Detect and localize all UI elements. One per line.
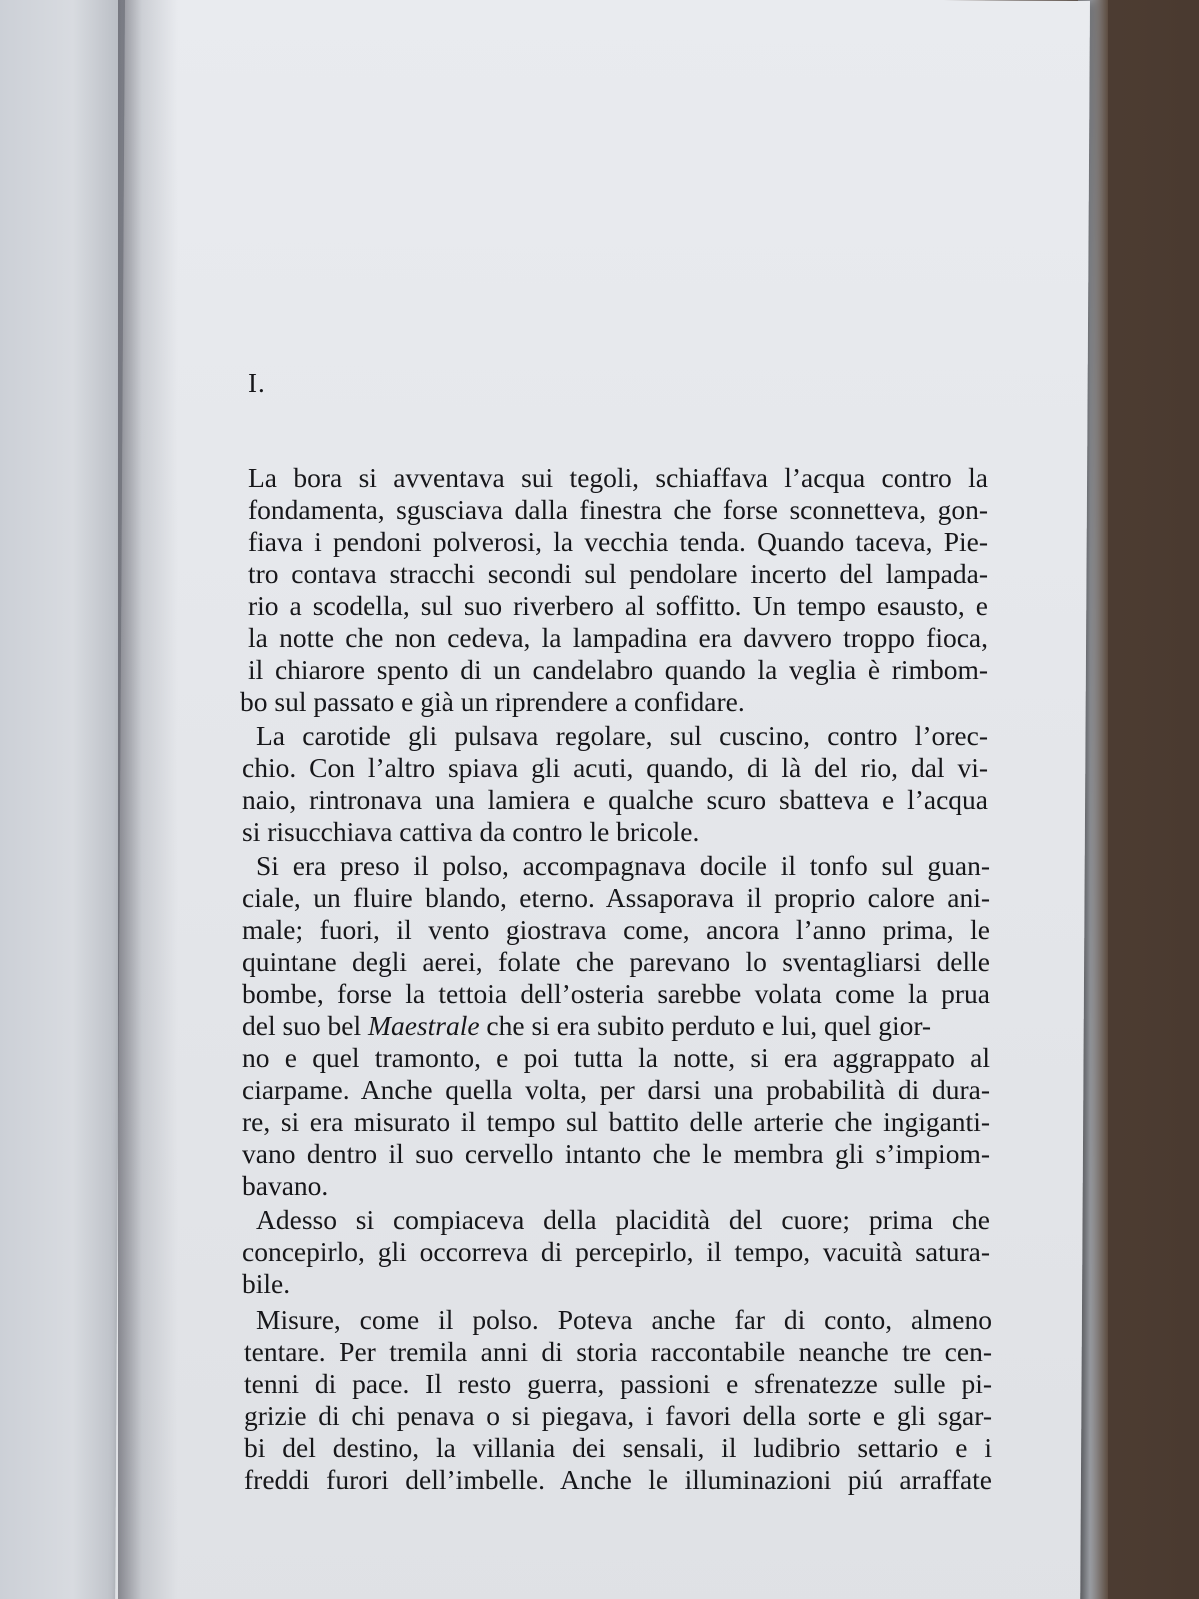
- text-line: rio a scodella, sul suo riverbero al soffitto. Un tempo esausto, e: [248, 590, 988, 621]
- text-line: quintane degli aerei, folate che parevano lo sventagliarsi delle: [242, 946, 990, 977]
- spine-shadow: [118, 0, 178, 1599]
- text-line: ciale, un fluire blando, eterno. Assaporava il proprio calore ani-: [242, 882, 990, 913]
- text-line: no e quel tramonto, e poi tutta la notte, si era aggrappato al: [242, 1042, 990, 1073]
- text-line: La carotide gli pulsava regolare, sul cuscino, contro l’orec-: [256, 720, 988, 751]
- text-line: fondamenta, sgusciava dalla finestra che forse sconnetteva, gon-: [248, 494, 988, 525]
- text-line: male; fuori, il vento giostrava come, ancora l’anno prima, le: [242, 914, 990, 945]
- text-line: ciarpame. Anche quella volta, per darsi una probabilità di dura-: [242, 1074, 990, 1105]
- text-line: naio, rintronava una lamiera e qualche scuro sbatteva e l’acqua: [242, 784, 988, 815]
- text-line: bombe, forse la tettoia dell’osteria sarebbe volata come la prua: [242, 978, 990, 1009]
- text-line: la notte che non cedeva, la lampadina era davvero troppo fioca,: [248, 622, 988, 653]
- text-line: chio. Con l’altro spiava gli acuti, quando, di là del rio, dal vi-: [242, 752, 988, 783]
- text-line-with-italic: [242, 1010, 990, 1042]
- text-line: bo sul passato e già un riprendere a confidare.: [240, 686, 745, 717]
- text-line: il chiarore spento di un candelabro quando la veglia è rimbom-: [248, 654, 988, 685]
- text-line: La bora si avventava sui tegoli, schiaffava l’acqua contro la: [248, 462, 988, 493]
- italic-boat-name: Maestrale: [368, 1010, 480, 1041]
- text-line: re, si era misurato il tempo sul battito delle arterie che ingiganti-: [242, 1106, 990, 1137]
- text-line: Si era preso il polso, accompagnava docile il tonfo sul guan-: [256, 850, 990, 881]
- text-segment: del suo bel: [242, 1010, 369, 1041]
- text-line: concepirlo, gli occorreva di percepirlo, il tempo, vacuità satura-: [242, 1236, 990, 1267]
- text-line: tentare. Per tremila anni di storia raccontabile neanche tre cen-: [244, 1336, 992, 1367]
- text-segment: che si era subito perduto e lui, quel gior-: [479, 1010, 932, 1041]
- text-line: si risucchiava cattiva da contro le bricole.: [242, 816, 700, 847]
- text-line: tenni di pace. Il resto guerra, passioni e sfrenatezze sulle pi-: [244, 1368, 992, 1399]
- text-line: freddi furori dell’imbelle. Anche le illuminazioni piú arraffate: [244, 1464, 992, 1495]
- chapter-number: I.: [248, 368, 266, 398]
- text-line: vano dentro il suo cervello intanto che le membra gli s’impiom-: [242, 1138, 990, 1169]
- text-line: fiava i pendoni polverosi, la vecchia tenda. Quando taceva, Pie-: [248, 526, 988, 557]
- text-line: tro contava stracchi secondi sul pendolare incerto del lampada-: [248, 558, 988, 589]
- text-line: bavano.: [242, 1170, 329, 1201]
- text-line: bi del destino, la villania dei sensali, il ludibrio settario e i: [244, 1432, 992, 1463]
- text-line: Adesso si compiaceva della placidità del cuore; prima che: [256, 1204, 990, 1235]
- text-line: Misure, come il polso. Poteva anche far di conto, almeno: [256, 1304, 992, 1335]
- left-page: [0, 0, 135, 1599]
- text-line: bile.: [242, 1268, 291, 1299]
- text-line: grizie di chi penava o si piegava, i favori della sorte e gli sgar-: [244, 1400, 992, 1431]
